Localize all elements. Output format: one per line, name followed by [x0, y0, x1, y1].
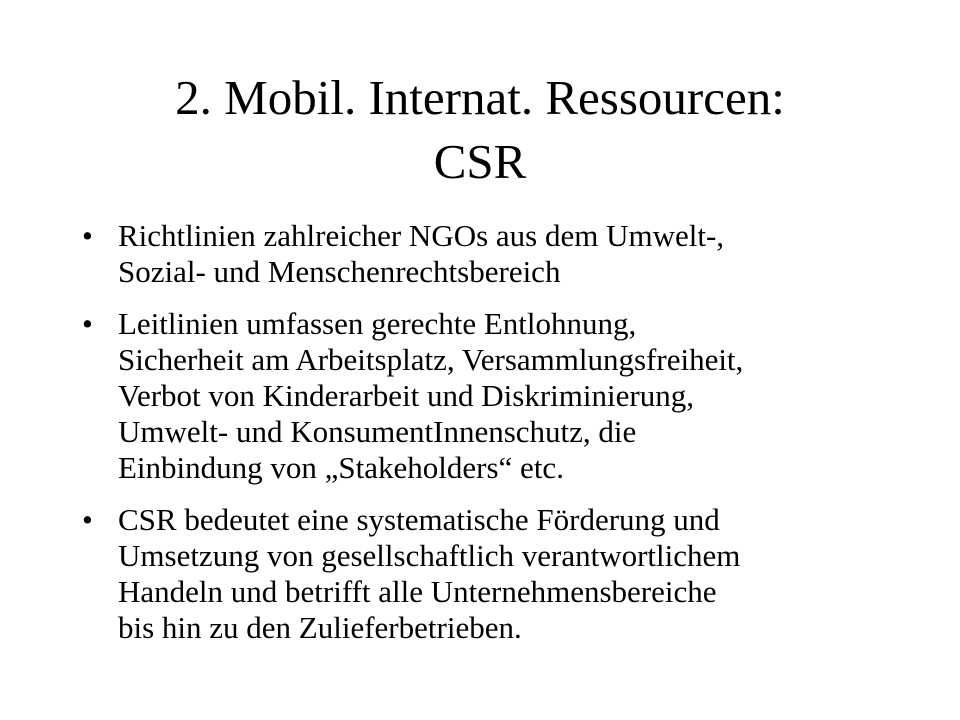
- bullet-item-1: [82, 218, 902, 290]
- slide-title-line-1: 2. Mobil. Internat. Ressourcen:: [175, 70, 785, 125]
- bullet-item-2: [82, 306, 902, 486]
- bullet-3-line-2: Umsetzung von gesellschaftlich verantwortlichem: [118, 538, 741, 573]
- bullet-item-3: [82, 502, 902, 646]
- bullet-1-line-2: Sozial- und Menschenrechtsbereich: [118, 254, 561, 289]
- bullet-2-line-4: Umwelt- und KonsumentInnenschutz, die: [118, 414, 637, 449]
- bullet-2-line-2: Sicherheit am Arbeitsplatz, Versammlungsfreiheit,: [118, 342, 744, 377]
- bullet-1-line-1: Richtlinien zahlreicher NGOs aus dem Umwelt-,: [118, 218, 725, 253]
- bullet-3-line-3: Handeln und betrifft alle Unternehmensbereiche: [118, 574, 717, 609]
- bullet-icon: •: [82, 306, 93, 341]
- bullet-icon: •: [82, 502, 93, 537]
- bullet-3-line-4: bis hin zu den Zulieferbetrieben.: [118, 610, 522, 645]
- bullet-3-line-1: CSR bedeutet eine systematische Förderung und: [118, 502, 720, 537]
- bullet-list: [82, 218, 902, 662]
- slide-title-line-2: CSR: [433, 134, 527, 189]
- bullet-2-line-3: Verbot von Kinderarbeit und Diskriminierung,: [118, 378, 694, 413]
- slide-title: [60, 66, 900, 194]
- bullet-icon: •: [82, 218, 93, 253]
- bullet-2-line-1: Leitlinien umfassen gerechte Entlohnung,: [118, 306, 637, 341]
- bullet-2-line-5: Einbindung von „Stakeholders“ etc.: [118, 450, 564, 485]
